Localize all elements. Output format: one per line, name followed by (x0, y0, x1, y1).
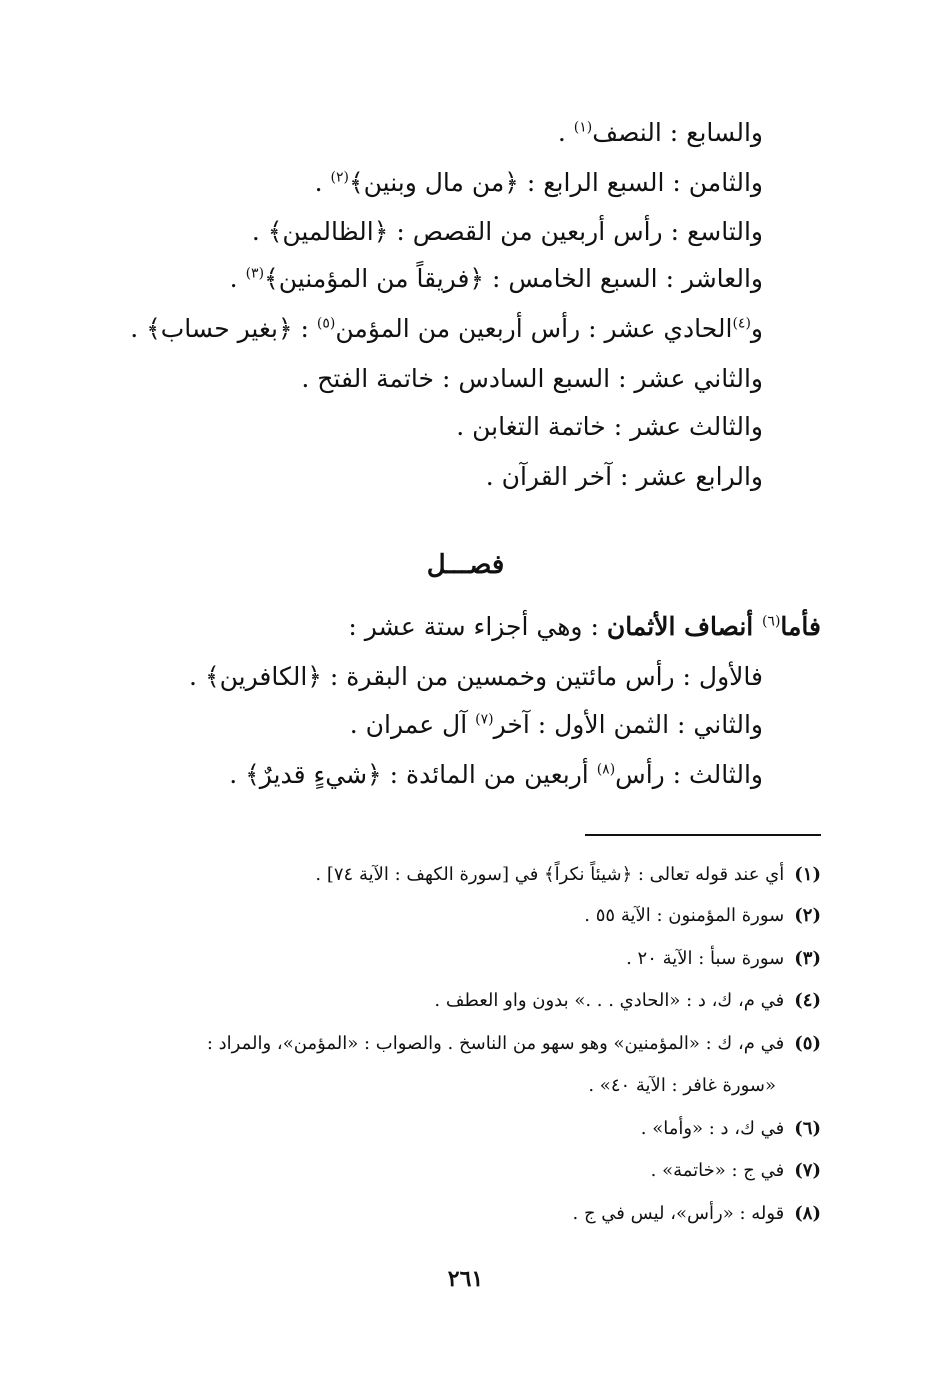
footnote-ref: (٨) (596, 761, 616, 778)
footnote-5-continued: «سورة غافر : الآية ٤٠» . (588, 1075, 776, 1096)
section-heading: فصـــل (426, 550, 505, 580)
text-line-eleventh: و$^{(٤)}$الحادي عشر : رأس أربعين من المؤمن$^{(٥)}$ : ﴿بغير حساب﴾ . (130, 314, 763, 343)
text-line-fourteenth: والرابع عشر : آخر القرآن . (485, 462, 763, 491)
text-line-seventh: والسابع : النصف$^{(١)}$ . (557, 118, 763, 147)
text-line-ninth: والتاسع : رأس أربعين من القصص : ﴿الظالمين﴾ . (251, 217, 763, 246)
footnote-separator (585, 834, 821, 836)
text-line-tenth: والعاشر : السبع الخامس : ﴿فريقاً من المؤمنين﴾$^{(٣)}$ . (229, 264, 763, 293)
footnote-ref: (٥) (316, 315, 336, 332)
text-line-eighth: والثامن : السبع الرابع : ﴿من مال وبنين﴾$^{(٢)}$ . (314, 168, 763, 197)
footnote-4: (٤)في م، ك، د : «الحادي . . .» بدون واو العطف . (434, 990, 821, 1011)
footnote-ref: (١) (573, 119, 593, 136)
text-line-third: والثالث : رأس$^{(٨)}$ أربعين من المائدة : ﴿شيءٍ قديرٌ﴾ . (229, 760, 763, 789)
footnote-ref: (٤) (732, 315, 751, 332)
footnote-8: (٨)قوله : «رأس»، ليس في ج . (572, 1203, 821, 1224)
footnote-ref: (٦) (761, 613, 781, 630)
footnote-6: (٦)في ك، د : «وأما» . (640, 1118, 821, 1139)
footnote-3: (٣)سورة سبأ : الآية ٢٠ . (626, 948, 821, 969)
footnote-ref: (٧) (475, 711, 494, 728)
text-line-twelfth: والثاني عشر : السبع السادس : خاتمة الفتح . (301, 364, 763, 393)
text-line-thirteenth: والثالث عشر : خاتمة التغابن . (456, 412, 763, 441)
footnote-7: (٧)في ج : «خاتمة» . (650, 1160, 821, 1181)
footnote-ref: (٢) (330, 169, 349, 186)
footnote-5: (٥)في م، ك : «المؤمنين» وهو سهو من الناسخ . والصواب : «المؤمن»، والمراد : (206, 1033, 821, 1054)
footnote-2: (٢)سورة المؤمنون : الآية ٥٥ . (584, 905, 821, 926)
paragraph-intro: فأما$^{(٦)}$ أنصاف الأثمان : وهي أجزاء ستة عشر : (348, 612, 821, 641)
text-line-second: والثاني : الثمن الأول : آخر$^{(٧)}$ آل عمران . (349, 710, 763, 739)
footnote-1: (١)أي عند قوله تعالى : ﴿شيئاً نكراً﴾ في [سورة الكهف : الآية ٧٤] . (315, 864, 821, 885)
footnote-ref: (٣) (245, 265, 265, 282)
page-number: ٢٦١ (447, 1266, 484, 1292)
text-line-first: فالأول : رأس مائتين وخمسين من البقرة : ﴿الكافرين﴾ . (189, 662, 763, 691)
